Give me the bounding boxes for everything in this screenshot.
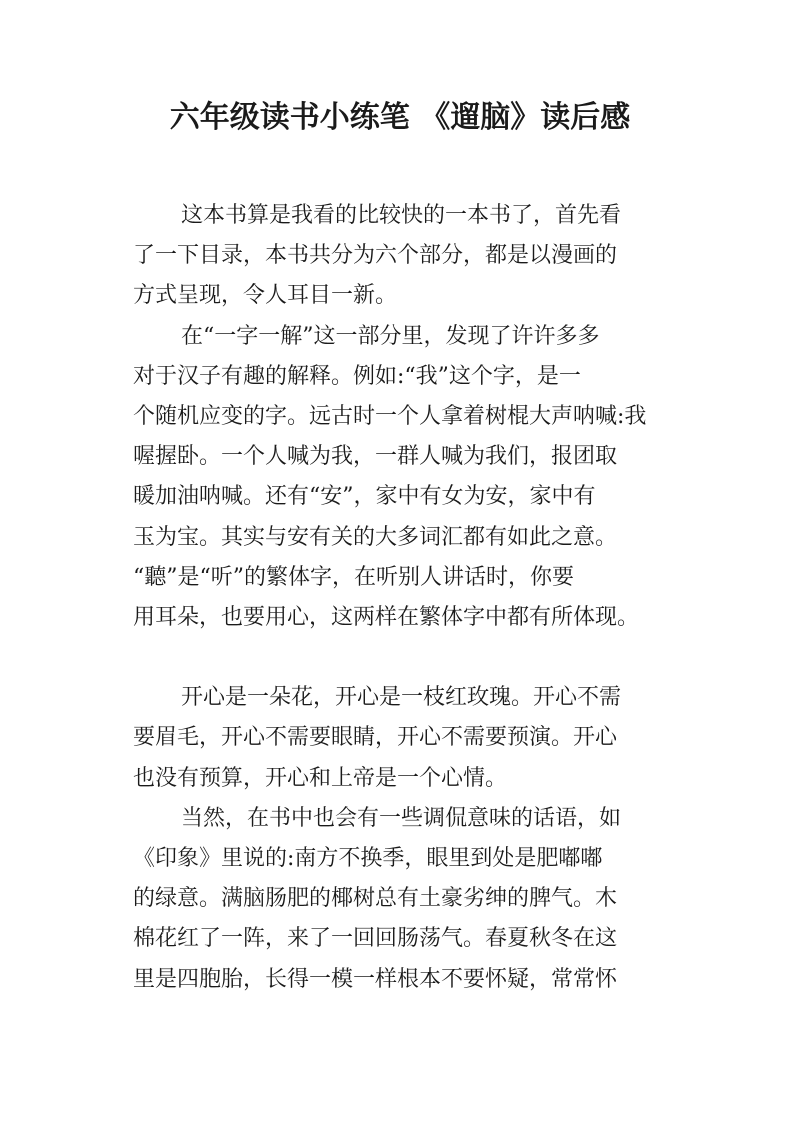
paragraph-line: 在“一字一解”这一部分里，发现了许许多多 [181, 323, 600, 349]
paragraph-line: 玉为宝。其实与安有关的大多词汇都有如此之意。 [133, 524, 618, 550]
paragraph-line: 《印象》里说的:南方不换季，眼里到处是肥嘟嘟 [133, 846, 603, 871]
document-title: 六年级读书小练笔 《遛脑》读后感 [169, 100, 631, 135]
paragraph-line: 喔握卧。一个人喊为我，一群人喊为我们，报团取 [133, 444, 618, 470]
paragraph-line: 暖加油呐喊。还有“安”，家中有女为安，家中有 [133, 484, 596, 510]
paragraph-line: 要眉毛，开心不需要眼睛，开心不需要预演。开心 [133, 725, 618, 751]
paragraph-line: 开心是一朵花，开心是一枝红玫瑰。开心不需 [181, 685, 622, 711]
paragraph-gap [133, 638, 713, 678]
paragraph-line: 用耳朵，也要用心，这两样在繁体字中都有所体现。 [133, 604, 640, 630]
paragraph-line: 个随机应变的字。远古时一个人拿着树棍大声呐喊:我 [133, 403, 647, 429]
paragraph-line: 对于汉子有趣的解释。例如:“我”这个字，是一 [133, 363, 581, 389]
paragraph-line: 方式呈现，令人耳目一新。 [133, 283, 398, 309]
paragraph-line: 这本书算是我看的比较快的一本书了，首先看 [181, 203, 622, 228]
paragraph-line: “聽”是“听”的繁体字，在听别人讲话时，你要 [133, 564, 574, 590]
paragraph-line: 棉花红了一阵，来了一回回肠荡气。春夏秋冬在这 [133, 926, 618, 952]
paragraph-line: 的绿意。满脑肠肥的椰树总有土豪劣绅的脾气。木 [133, 886, 618, 912]
paragraph-line: 了一下目录，本书共分为六个部分，都是以漫画的 [133, 243, 618, 269]
paragraph-line: 也没有预算，开心和上帝是一个心情。 [133, 765, 508, 791]
paragraph-line: 当然，在书中也会有一些调侃意味的话语，如 [181, 805, 622, 831]
paragraph-line: 里是四胞胎，长得一模一样根本不要怀疑，常常怀 [133, 966, 618, 992]
essay-body [133, 196, 713, 1000]
